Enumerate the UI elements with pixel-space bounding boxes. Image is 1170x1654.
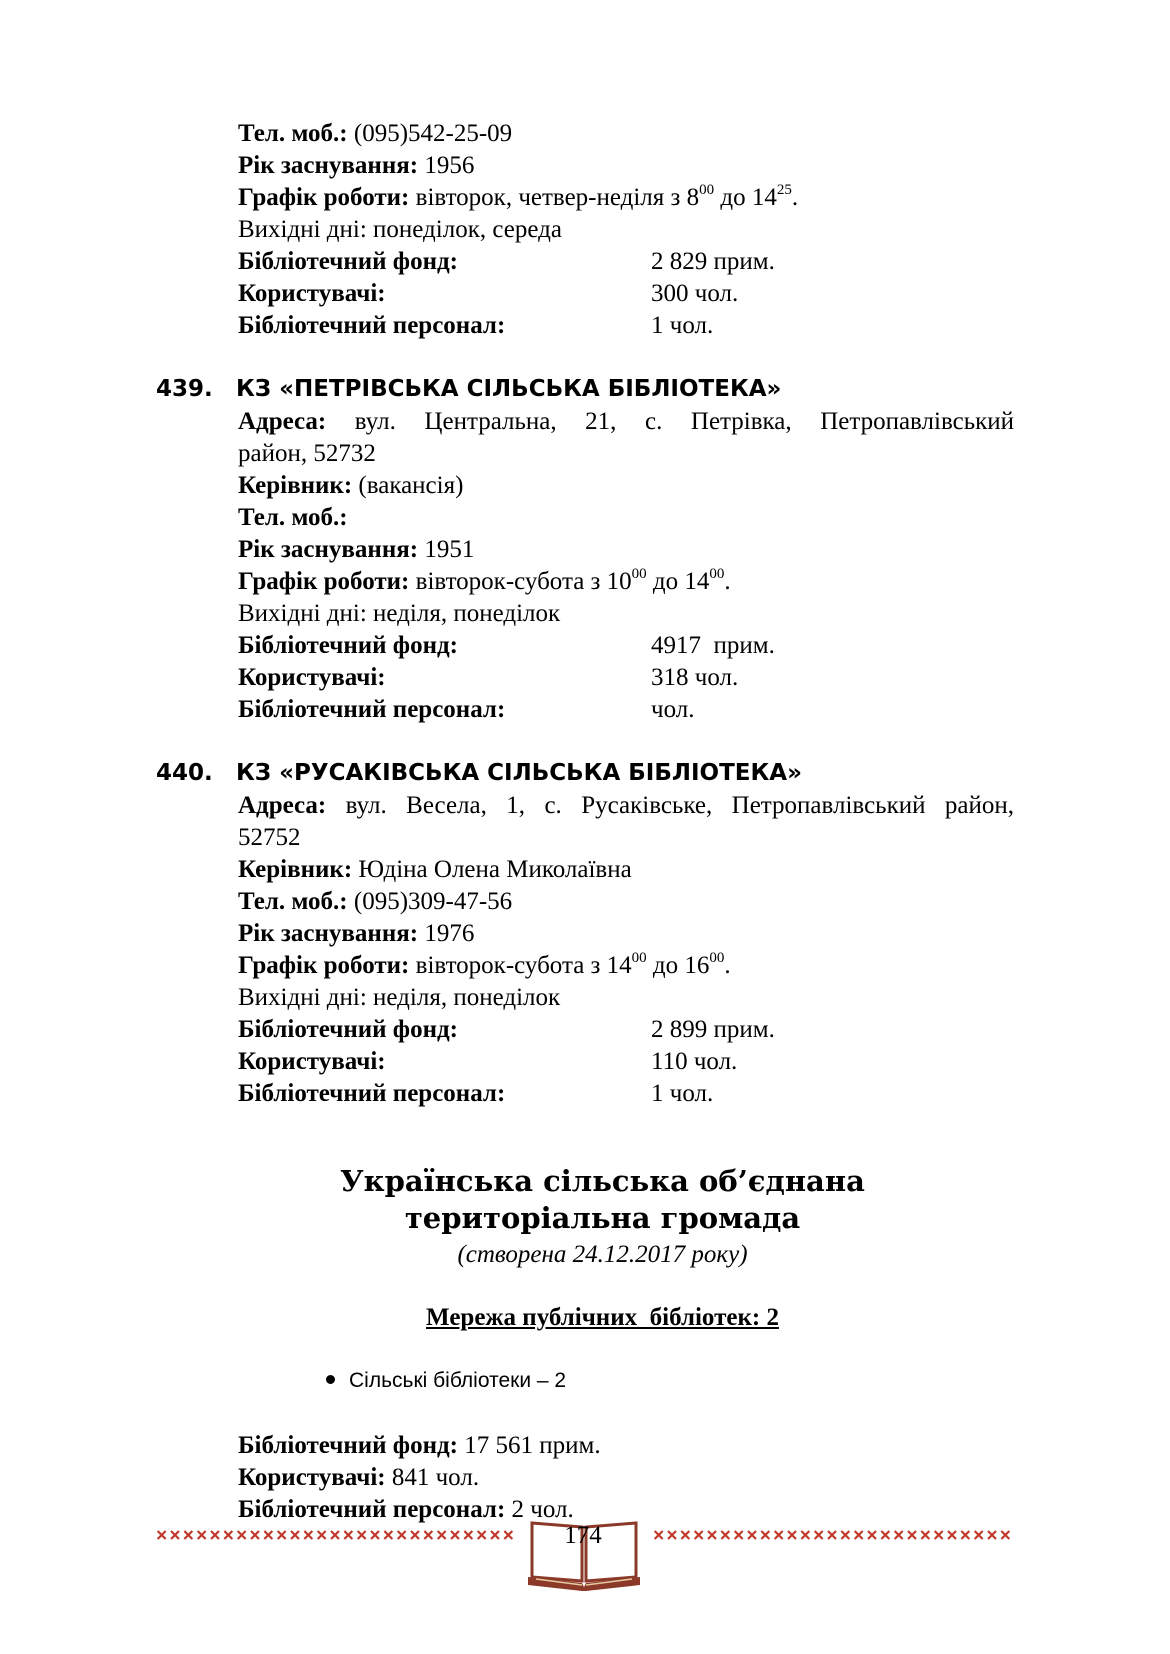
staff-label: Бібліотечний персонал: (238, 312, 506, 339)
days-off-line: Вихідні дні: неділя, понеділок (238, 600, 561, 627)
cross-stitch-mark (438, 1531, 446, 1539)
section-heading (156, 758, 802, 788)
community-title-line1: Українська сільська об’єднана (340, 1164, 865, 1198)
phone-value: (095)309-47-56 (347, 888, 513, 915)
phone-line (238, 886, 512, 918)
cross-stitch-mark (988, 1531, 996, 1539)
cross-stitch-mark (721, 1531, 729, 1539)
schedule-line (238, 182, 798, 214)
fund-label: Бібліотечний фонд: (238, 632, 458, 659)
fund-value: 2 899 прим. (651, 1016, 775, 1043)
fund-label: Бібліотечний фонд: (238, 248, 458, 275)
staff-value: 1 чол. (651, 312, 714, 339)
schedule-text: вівторок-субота з 14 (409, 952, 632, 979)
cross-stitch-mark (961, 1531, 969, 1539)
section-title: КЗ «РУСАКІВСЬКА СІЛЬСЬКА БІБЛІОТЕКА» (236, 760, 802, 786)
cross-stitch-mark (251, 1531, 259, 1539)
cross-stitch-mark (158, 1531, 166, 1539)
schedule-text: до 14 (714, 184, 777, 211)
head-label: Керівник: (238, 856, 353, 883)
schedule-text: вівторок, четвер-неділя з 8 (409, 184, 700, 211)
cross-stitch-mark (464, 1531, 472, 1539)
cross-stitch-mark (1001, 1531, 1009, 1539)
staff-value: чол. (651, 696, 695, 723)
fund-value: 4917 прим. (651, 632, 775, 659)
cross-stitch-mark (935, 1531, 943, 1539)
cross-stitch-mark (278, 1531, 286, 1539)
cross-stitch-mark (895, 1531, 903, 1539)
cross-stitch-mark (828, 1531, 836, 1539)
schedule-text: . (724, 568, 731, 595)
staff-line (238, 310, 714, 342)
cross-stitch-mark (318, 1531, 326, 1539)
schedule-label: Графік роботи: (238, 952, 410, 979)
bullet-icon (326, 1375, 335, 1384)
fund-value: 17 561 прим. (457, 1432, 601, 1459)
users-value: 841 чол. (385, 1464, 480, 1491)
cross-stitch-mark (921, 1531, 929, 1539)
cross-stitch-mark (735, 1531, 743, 1539)
network-heading: Мережа публічних бібліотек: 2 (426, 1304, 779, 1331)
fund-label: Бібліотечний фонд: (238, 1432, 458, 1459)
founded-line (238, 534, 474, 566)
fund-value: 2 829 прим. (651, 248, 775, 275)
section-number: 440. (156, 760, 213, 786)
users-line (238, 662, 739, 694)
schedule-text: . (724, 952, 731, 979)
address-value: вул. Весела, 1, с. Русаківське, Петропавлівський район, (326, 792, 1014, 819)
founded-value: 1956 (418, 152, 475, 179)
community-title-line2: територіальна громада (404, 1201, 801, 1235)
cross-stitch-mark (264, 1531, 272, 1539)
days-off-line: Вихідні дні: понеділок, середа (238, 216, 562, 243)
staff-label: Бібліотечний персонал: (238, 696, 506, 723)
schedule-text: вівторок-субота з 10 (409, 568, 632, 595)
days-off-line: Вихідні дні: неділя, понеділок (238, 984, 561, 1011)
cross-stitch-mark (801, 1531, 809, 1539)
staff-value: 2 чол. (505, 1496, 574, 1523)
ornament-right (652, 1528, 1012, 1542)
cross-stitch-mark (841, 1531, 849, 1539)
head-label: Керівник: (238, 472, 353, 499)
section-heading (156, 374, 781, 404)
schedule-sup: 00 (631, 949, 647, 966)
users-value: 318 чол. (651, 664, 739, 691)
phone-value: (095)542-25-09 (347, 120, 513, 147)
schedule-text: . (791, 184, 799, 211)
cross-stitch-mark (304, 1531, 312, 1539)
section-number: 439. (156, 376, 213, 402)
cross-stitch-mark (761, 1531, 769, 1539)
address-label: Адреса: (238, 792, 327, 819)
cross-stitch-mark (358, 1531, 366, 1539)
cross-stitch-mark (411, 1531, 419, 1539)
founded-line (238, 918, 474, 950)
schedule-text: до 16 (646, 952, 710, 979)
bullet-text: Сільські бібліотеки – 2 (349, 1369, 567, 1392)
cross-stitch-mark (424, 1531, 432, 1539)
fund-line (238, 630, 775, 662)
cross-stitch-mark (291, 1531, 299, 1539)
users-value: 300 чол. (651, 280, 739, 307)
community-created: (створена 24.12.2017 року) (457, 1241, 748, 1268)
cross-stitch-mark (788, 1531, 796, 1539)
schedule-line (238, 566, 731, 598)
cross-stitch-mark (491, 1531, 499, 1539)
cross-stitch-mark (198, 1531, 206, 1539)
address-line (238, 406, 1014, 438)
cross-stitch-mark (948, 1531, 956, 1539)
cross-stitch-mark (908, 1531, 916, 1539)
cross-stitch-mark (868, 1531, 876, 1539)
founded-label: Рік заснування: (238, 536, 419, 563)
community-fund-line (238, 1430, 601, 1462)
cross-stitch-mark (708, 1531, 716, 1539)
schedule-text: до 14 (646, 568, 710, 595)
cross-stitch-mark (238, 1531, 246, 1539)
schedule-sup: 00 (709, 949, 725, 966)
users-label: Користувачі: (238, 664, 386, 691)
bullet-item (326, 1366, 566, 1396)
phone-label: Тел. моб.: (238, 504, 348, 531)
founded-value: 1951 (418, 536, 475, 563)
address-label: Адреса: (238, 408, 327, 435)
schedule-line (238, 950, 731, 982)
cross-stitch-mark (331, 1531, 339, 1539)
head-line (238, 470, 463, 502)
fund-line (238, 246, 775, 278)
phone-label: Тел. моб.: (238, 120, 348, 147)
founded-label: Рік заснування: (238, 920, 419, 947)
founded-line (238, 150, 474, 182)
staff-label: Бібліотечний персонал: (238, 1080, 506, 1107)
cross-stitch-mark (655, 1531, 663, 1539)
founded-label: Рік заснування: (238, 152, 419, 179)
cross-stitch-mark (384, 1531, 392, 1539)
cross-stitch-mark (668, 1531, 676, 1539)
users-value: 110 чол. (651, 1048, 738, 1075)
address-value: вул. Центральна, 21, с. Петрівка, Петропавлівський (326, 408, 1014, 435)
schedule-sup: 00 (699, 181, 715, 198)
cross-stitch-mark (184, 1531, 192, 1539)
cross-stitch-mark (881, 1531, 889, 1539)
address-line (238, 790, 1014, 822)
community-users-line (238, 1462, 479, 1494)
cross-stitch-mark (224, 1531, 232, 1539)
cross-stitch-mark (398, 1531, 406, 1539)
cross-stitch-mark (775, 1531, 783, 1539)
cross-stitch-mark (681, 1531, 689, 1539)
cross-stitch-mark (211, 1531, 219, 1539)
founded-value: 1976 (418, 920, 475, 947)
users-label: Користувачі: (238, 1048, 386, 1075)
page-number: 174 (564, 1522, 602, 1549)
cross-stitch-mark (344, 1531, 352, 1539)
head-value: Юдіна Олена Миколаївна (352, 856, 632, 883)
cross-stitch-mark (171, 1531, 179, 1539)
users-line (238, 1046, 738, 1078)
section-title: КЗ «ПЕТРІВСЬКА СІЛЬСЬКА БІБЛІОТЕКА» (236, 376, 782, 402)
cross-stitch-mark (504, 1531, 512, 1539)
head-value: (вакансія) (352, 472, 464, 499)
cross-stitch-mark (975, 1531, 983, 1539)
schedule-sup: 25 (776, 181, 792, 198)
cross-stitch-mark (855, 1531, 863, 1539)
staff-value: 1 чол. (651, 1080, 714, 1107)
staff-line (238, 694, 695, 726)
schedule-sup: 00 (631, 565, 647, 582)
ornament-left (155, 1528, 515, 1542)
cross-stitch-mark (478, 1531, 486, 1539)
phone-label: Тел. моб.: (238, 888, 348, 915)
users-label: Користувачі: (238, 280, 386, 307)
cross-stitch-mark (748, 1531, 756, 1539)
staff-line (238, 1078, 714, 1110)
address-cont: 52752 (238, 824, 301, 851)
schedule-label: Графік роботи: (238, 184, 410, 211)
users-label: Користувачі: (238, 1464, 386, 1491)
staff-label: Бібліотечний персонал: (238, 1496, 506, 1523)
cross-stitch-mark (371, 1531, 379, 1539)
schedule-sup: 00 (709, 565, 725, 582)
phone-line (238, 118, 512, 150)
cross-stitch-mark (815, 1531, 823, 1539)
head-line (238, 854, 632, 886)
cross-stitch-mark (451, 1531, 459, 1539)
phone-line (238, 502, 348, 534)
fund-label: Бібліотечний фонд: (238, 1016, 458, 1043)
network-heading-wrap (0, 1302, 1170, 1337)
schedule-label: Графік роботи: (238, 568, 410, 595)
fund-line (238, 1014, 775, 1046)
users-line (238, 278, 739, 310)
address-cont: район, 52732 (238, 440, 376, 467)
cross-stitch-mark (695, 1531, 703, 1539)
